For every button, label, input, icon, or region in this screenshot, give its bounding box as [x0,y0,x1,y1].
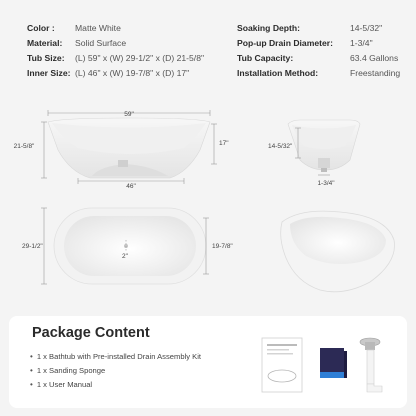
spec-label: Material: [27,37,63,48]
spec-label: Installation Method: [237,67,319,78]
tub-top-view [54,208,206,284]
outer-width-label: 29-1/2" [22,243,43,250]
spec-label: Soaking Depth: [237,22,301,33]
tub-perspective-view [281,211,395,292]
outer-depth-label: 21-5/8" [13,143,35,150]
package-content-panel [9,316,407,408]
inner-depth-label: 17" [219,140,229,147]
spec-value: Freestanding [350,67,401,78]
soaking-depth-label: 14-5/32" [268,143,293,150]
user-manual-icon [262,338,302,392]
spec-value: 63.4 Gallons [350,52,399,63]
package-title: Package Content [32,325,150,341]
drain-offset-label: 2" [122,253,128,260]
spec-label: Inner Size: [27,67,71,78]
drain-diameter-label: 1-3/4" [317,180,335,187]
inner-length-label: 46" [126,183,136,190]
spec-label: Pop-up Drain Diameter: [237,37,333,48]
spec-label: Tub Capacity: [237,52,294,63]
bullet-icon: • [30,379,33,389]
spec-value: Matte White [75,22,121,33]
bullet-icon: • [30,365,33,375]
package-items-illustration [254,326,394,400]
outer-length-label: 59" [124,111,134,118]
package-item-text: 1 x Bathtub with Pre-installed Drain Assembly Kit [36,351,201,361]
list-item [30,363,201,377]
package-item-text: 1 x Sanding Sponge [36,365,106,375]
tub-side-view [48,118,210,178]
list-item [30,349,201,363]
package-item-text: 1 x User Manual [36,379,93,389]
inner-width-label: 19-7/8" [212,243,233,250]
spec-value: (L) 46" x (W) 19-7/8" x (D) 17" [75,67,190,78]
spec-label: Color : [27,22,55,33]
spec-value: 14-5/32" [350,22,383,33]
spec-value: Solid Surface [75,37,127,48]
sanding-sponge-icon [320,348,347,378]
drain-assembly-icon [360,338,382,392]
spec-label: Tub Size: [27,52,65,63]
spec-value: (L) 59" x (W) 29-1/2" x (D) 21-5/8" [75,52,205,63]
bullet-icon: • [30,351,33,361]
spec-value: 1-3/4" [350,37,373,48]
package-item-list [30,349,201,391]
list-item [30,377,201,391]
